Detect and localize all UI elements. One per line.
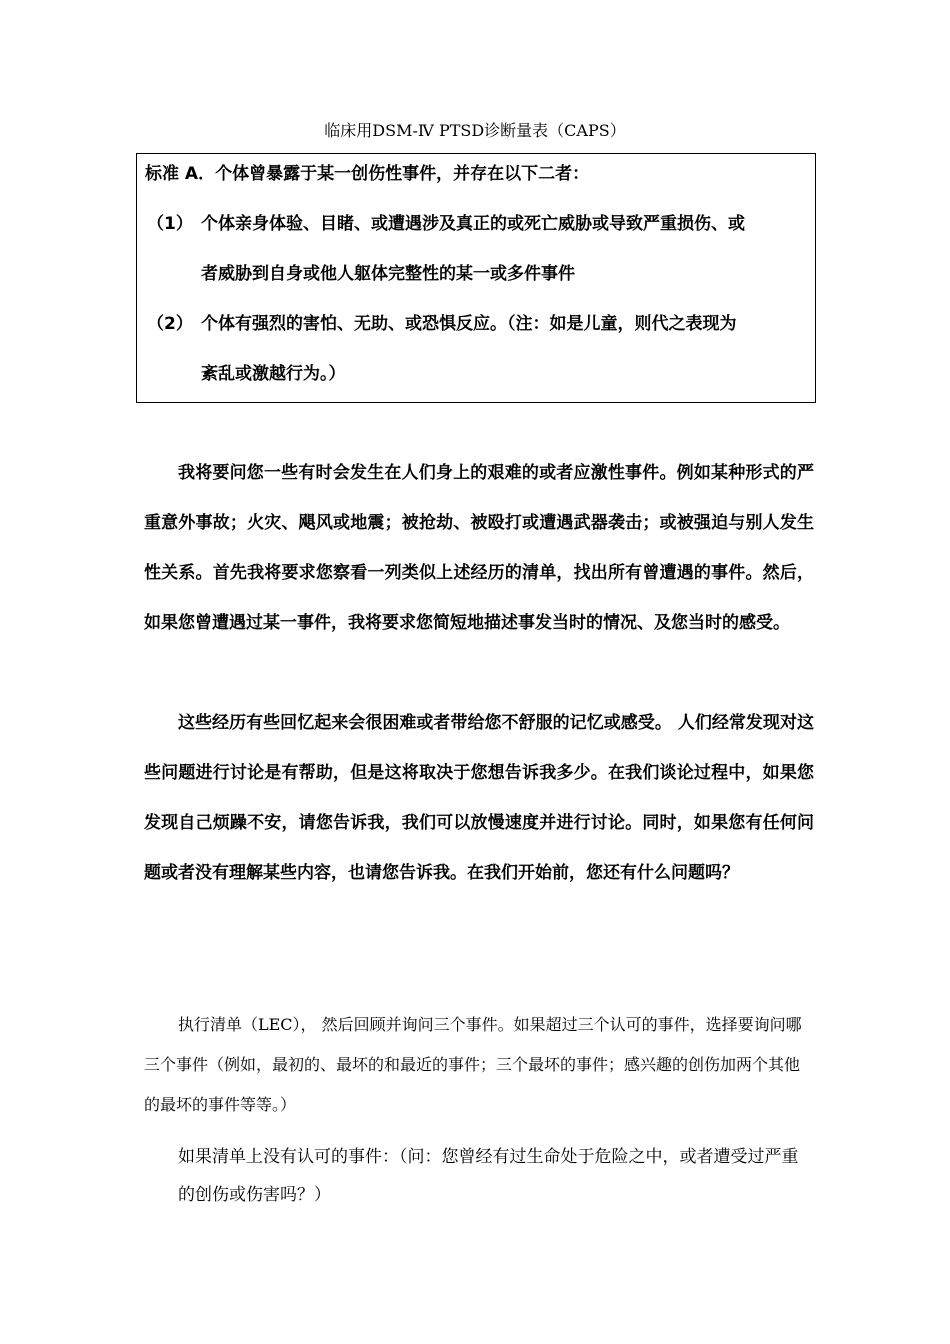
document-title: 临床用DSM-Ⅳ PTSD诊断量表（CAPS） [324,121,626,140]
criterion-a-heading: 标准 A．个体曾暴露于某一创伤性事件，并存在以下二者： [145,164,590,184]
intro-paragraph-2: 这些经历有些回忆起来会很困难或者带给您不舒服的记忆或感受。 人们经常发现对这些问题进行讨论是有帮助，但是这将取决于您想告诉我多少。在我们谈论过程中，如果您发现自己烦躁不安，请您告诉我，我们可以放慢速度并进行讨论。同时，如果您有任何问题或者没有理解某些内容，也请您告诉我。在我们开始前，您还有什么问题吗？ [144,713,814,883]
criterion-a-item2-line2: 紊乱或激越行为。） [201,364,346,384]
criterion-a-item1-line1: 个体亲身体验、目睹、或遭遇涉及真正的或死亡威胁或导致严重损伤、或 [201,214,745,234]
instruction-paragraph: 执行清单（LEC）， 然后回顾并询问三个事件。如果超过三个认可的事件，选择要询问哪三个事件（例如，最初的、最坏的和最近的事件；三个最坏的事件；感兴趣的创伤加两个其他的最坏的事件等等。） [144,1015,802,1114]
criterion-a-item1-number: （1） [147,214,193,234]
no-event-paragraph: 如果清单上没有认可的事件：（问：您曾经有过生命处于危险之中，或者遭受过严重的创伤或伤害吗？） [178,1147,799,1205]
criterion-a-item1-line2: 者威胁到自身或他人躯体完整性的某一或多件事件 [201,264,575,284]
intro-paragraph-1: 我将要问您一些有时会发生在人们身上的艰难的或者应激性事件。例如某种形式的严重意外事故；火灾、飓风或地震；被抢劫、被殴打或遭遇武器袭击；或被强迫与别人发生性关系。首先我将要求您察看一列类似上述经历的清单，找出所有曾遭遇的事件。然后，如果您曾遭遇过某一事件，我将要求您简短地描述事发当时的情况、及您当时的感受。 [144,463,814,633]
criterion-a-item2-line1: 个体有强烈的害怕、无助、或恐惧反应。（注：如是儿童，则代之表现为 [201,314,737,334]
criterion-a-item2-number: （2） [147,314,193,334]
criterion-a-box [136,153,816,403]
